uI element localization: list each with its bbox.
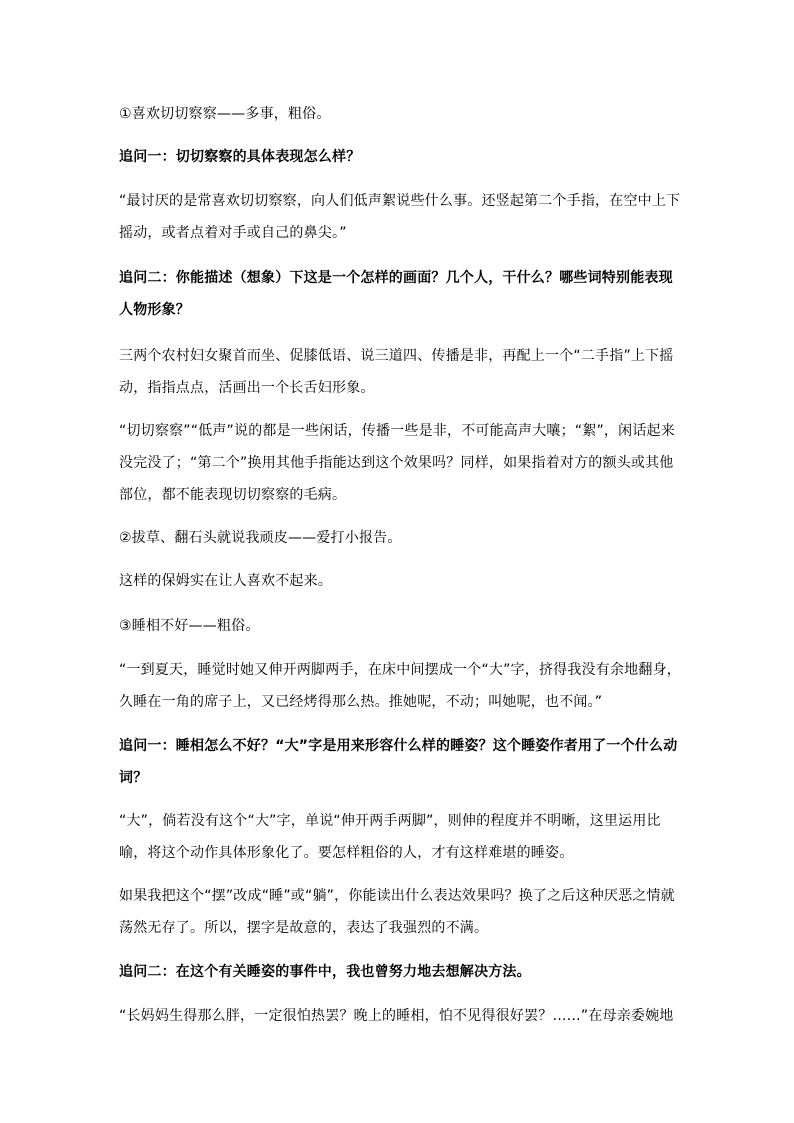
question-3: 追问一：睡相怎么不好？“大”字是用来形容什么样的睡姿？这个睡姿作者用了一个什么动词？	[119, 738, 678, 786]
paragraph-6: 这样的保姆实在让人喜欢不起来。	[119, 573, 332, 589]
paragraph-2: “最讨厌的是常喜欢切切察察，向人们低声絮说些什么事。还竖起第二个手指，在空中上下摇动，或者点着对手或自己的鼻尖。”	[119, 193, 681, 241]
paragraph-7: ③睡相不好——粗俗。	[119, 618, 260, 634]
paragraph-9: “大”，倘若没有这个“大”字，单说“伸开两手两脚”，则伸的程度并不明晰，这里运用比喻，将这个动作具体形象化了。要怎样粗俗的人，才有这样难堪的睡姿。	[119, 813, 661, 861]
paragraph-4: “切切察察”“低声”说的都是一些闲话，传播一些是非，不可能高声大嚷；“絮”，闲话起来没完没了；“第二个”换用其他手指能达到这个效果吗？同样，如果指着对方的额头或其他部位，都不能表现切切察察的毛病。	[119, 423, 675, 503]
question-2: 追问二：你能描述（想象）下这是一个怎样的画面？几个人，干什么？哪些词特别能表现人物形象？	[119, 270, 673, 318]
paragraph-5: ②拔草、翻石头就说我顽皮——爱打小报告。	[119, 530, 402, 546]
paragraph-11: “长妈妈生得那么胖，一定很怕热罢？晚上的睡相，怕不见得很好罢？……”在母亲委婉地	[119, 1008, 674, 1024]
question-4: 追问二：在这个有关睡姿的事件中，我也曾努力地去想解决方法。	[119, 964, 531, 980]
paragraph-1: ①喜欢切切察察——多事，粗俗。	[119, 106, 331, 122]
paragraph-3: 三两个农村妇女聚首而坐、促膝低语、说三道四、传播是非，再配上一个“二手指”上下摇动，指指点点，活画出一个长舌妇形象。	[119, 348, 674, 396]
question-1: 追问一：切切察察的具体表现怎么样？	[119, 149, 361, 165]
paragraph-10: 如果我把这个“摆”改成“睡”或“躺”，你能读出什么表达效果吗？换了之后这种厌恶之情就荡然无存了。所以，摆字是故意的，表达了我强烈的不满。	[119, 888, 675, 936]
paragraph-8: “一到夏天，睡觉时她又伸开两脚两手，在床中间摆成一个“大”字，挤得我没有余地翻身，久睡在一角的席子上，又已经烤得那么热。推她呢，不动；叫她呢，也不闻。”	[119, 662, 681, 710]
